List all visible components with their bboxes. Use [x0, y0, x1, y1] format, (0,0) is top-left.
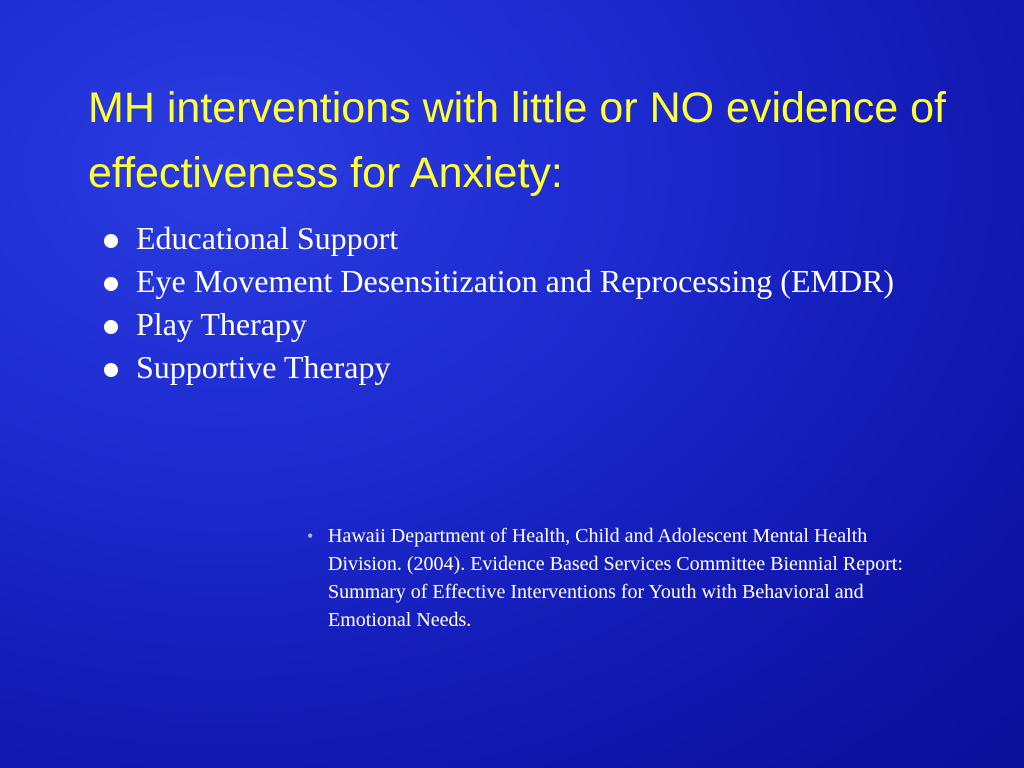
list-item: [104, 263, 984, 299]
bullet-dot-icon: [104, 320, 118, 334]
list-item-text: Eye Movement Desensitization and Reprocessing (EMDR): [136, 263, 895, 299]
reference-citation: [305, 522, 935, 634]
intervention-list: [104, 220, 984, 392]
list-item: [104, 220, 984, 256]
list-item: [104, 349, 984, 385]
list-item-text: Play Therapy: [136, 306, 307, 342]
bullet-dot-icon: [104, 363, 118, 377]
slide-title: MH interventions with little or NO evidence of effectiveness for Anxiety:: [88, 84, 946, 197]
list-item-text: Supportive Therapy: [136, 349, 391, 385]
bullet-dot-icon: [104, 277, 118, 291]
reference-bullet-icon: •: [307, 526, 314, 546]
reference-text: Hawaii Department of Health, Child and Adolescent Mental Health Division. (2004). Evidence Based Services Committee Biennial Report: Summary of Effective Interventions for Youth with Behavioral and Emotional Needs.: [328, 525, 903, 631]
list-item: [104, 306, 984, 342]
list-item-text: Educational Support: [136, 220, 399, 256]
reference-item: [305, 522, 935, 634]
bullet-dot-icon: [104, 234, 118, 248]
